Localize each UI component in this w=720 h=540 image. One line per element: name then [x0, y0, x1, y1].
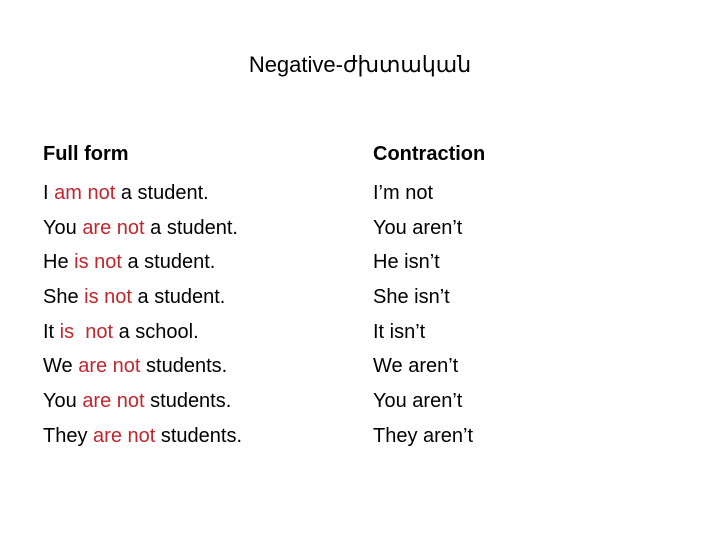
full-form-row: [43, 211, 242, 246]
subject: You: [43, 390, 83, 413]
complement: a student.: [121, 251, 216, 274]
contraction-header: Contraction: [373, 143, 486, 165]
negative-verb: is not: [84, 286, 132, 309]
full-form-row: [43, 280, 242, 315]
subject: You: [43, 216, 83, 239]
negative-verb: is not: [74, 251, 122, 274]
contraction-row: I’m not: [373, 182, 434, 204]
full-form-row: [43, 384, 242, 419]
negative-verb: are not: [93, 424, 156, 447]
subject: They: [43, 424, 94, 447]
complement: students.: [144, 390, 232, 413]
full-form-row: [43, 349, 242, 384]
subject: It: [43, 320, 60, 343]
contraction-column: [373, 140, 485, 454]
contraction-row: He isn’t: [373, 251, 440, 274]
complement: a student.: [131, 286, 226, 309]
negative-verb: are not: [82, 390, 145, 413]
complement: a student.: [115, 182, 209, 204]
full-form-row: [43, 315, 242, 350]
contraction-row: They aren’t: [373, 424, 474, 447]
negative-verb: am not: [54, 182, 116, 204]
full-form-row: [43, 419, 242, 454]
full-form-row: [43, 176, 242, 211]
full-form-list: [43, 176, 242, 454]
complement: students.: [155, 424, 243, 447]
contraction-row: You aren’t: [373, 390, 463, 413]
full-form-header: Full form: [43, 143, 129, 165]
negative-verb: are not: [82, 216, 145, 239]
subject: I: [43, 182, 55, 204]
complement: students.: [140, 355, 228, 378]
subject: She: [43, 286, 85, 309]
contraction-row: You aren’t: [373, 216, 463, 239]
contraction-row: We aren’t: [373, 355, 459, 378]
full-form-column: [43, 140, 242, 454]
contraction-row: She isn’t: [373, 286, 450, 309]
complement: a student.: [144, 216, 238, 239]
complement: a school.: [113, 320, 199, 343]
contraction-row: It isn’t: [373, 320, 426, 343]
full-form-row: [43, 245, 242, 280]
negative-verb: is not: [59, 320, 114, 343]
subject: He: [43, 251, 75, 274]
slide-title: Negative-ժխտական: [248, 52, 472, 77]
contraction-list: [373, 176, 485, 454]
negative-verb: are not: [78, 355, 141, 378]
subject: We: [43, 355, 79, 378]
